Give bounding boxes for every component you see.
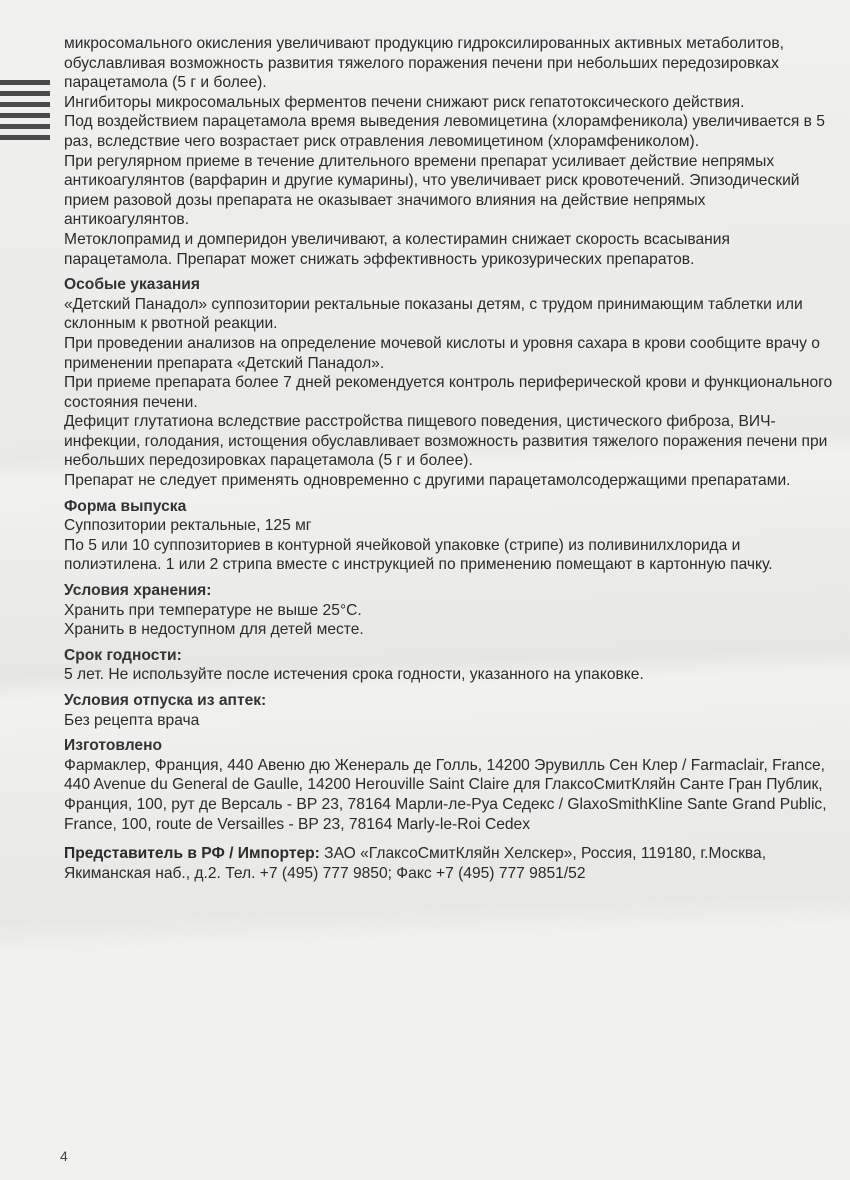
special-instructions-item: При приеме препарата более 7 дней рекомендуется контроль периферической крови и функционального состояния печени. bbox=[64, 374, 833, 411]
storage-heading: Условия хранения: bbox=[64, 582, 212, 600]
special-instructions-item: Дефицит глутатиона вследствие расстройства пищевого поведения, цистического фиброза, ВИЧ-инфекции, голодания, истощения обуславливает возможность развития тяжелого поражения печени при небольших передозировках парацетамола (5 г и более). bbox=[64, 413, 828, 470]
storage-item: Хранить при температуре не выше 25°C. bbox=[64, 601, 362, 619]
dispensing-item: Без рецепта врача bbox=[64, 711, 200, 729]
interaction-paragraph-5: Метоклопрамид и домперидон увеличивают, а колестирамин снижает скорость всасывания парацетамола. Препарат может снижать эффективность урикозурических препаратов. bbox=[64, 230, 730, 268]
representative-text: ЗАО «ГлаксоСмитКляйн Хелскер», Россия, 119180, г.Москва, Якиманская наб., д.2. Тел. +7 (495) 777 9850; Факс +7 (495) 777 9851/52 bbox=[64, 845, 767, 882]
interaction-paragraph-1: микросомального окисления увеличивают продукцию гидроксилированных активных метаболитов, обуславливая возможность развития тяжелого поражения печени при небольших передозировках парацетамола (5 г и более). bbox=[64, 35, 784, 92]
manufacturer-heading: Изготовлено bbox=[64, 737, 163, 755]
shelf-life-heading: Срок годности: bbox=[64, 646, 182, 664]
special-instructions-item: «Детский Панадол» суппозитории ректальные показаны детям, с трудом принимающим таблетки или склонным к рвотной реакции. bbox=[64, 295, 803, 333]
dispensing-heading: Условия отпуска из аптек: bbox=[64, 692, 267, 709]
special-instructions-item: При проведении анализов на определение мочевой кислоты и уровня сахара в крови сообщите врачу о применении препарата «Детский Панадол». bbox=[64, 334, 820, 372]
representative-label: Представитель в РФ / Импортер: bbox=[64, 845, 320, 863]
storage-item: Хранить в недоступном для детей месте. bbox=[64, 621, 364, 639]
representative-block bbox=[64, 844, 834, 883]
interaction-paragraph-3: Под воздействием парацетамола время выведения левомицетина (хлорамфеникола) увеличивается в 5 раз, вследствие чего возрастает риск отравления левомицетином (хлорамфениколом). bbox=[64, 113, 825, 150]
leaflet-content bbox=[64, 34, 834, 883]
special-instructions-heading: Особые указания bbox=[64, 276, 200, 294]
page-number: 4 bbox=[60, 1148, 68, 1164]
release-form-heading: Форма выпуска bbox=[64, 497, 187, 515]
interaction-paragraph-2: Ингибиторы микросомальных ферментов печени снижают риск гепатотоксического действия. bbox=[64, 93, 745, 111]
interaction-paragraph-4: При регулярном приеме в течение длительного времени препарат усиливает действие непрямых антикоагулянтов (варфарин и другие кумарины), что увеличивает риск кровотечений. Эпизодический прием разовой дозы препарата не оказывает значимого влияния на действие непрямых антикоагулянтов. bbox=[64, 152, 800, 229]
print-registration-marks bbox=[0, 80, 50, 146]
special-instructions-item: Препарат не следует применять одновременно с другими парацетамолсодержащими препаратами. bbox=[64, 472, 791, 490]
release-form-item: Суппозитории ректальные, 125 мг bbox=[64, 517, 312, 535]
shelf-life-item: 5 лет. Не используйте после истечения срока годности, указанного на упаковке. bbox=[64, 666, 644, 684]
manufacturer-text: Фармаклер, Франция, 440 Авеню дю Женераль де Голль, 14200 Эрувилль Сен Клер / Farmaclair, France, 440 Avenue du General de Gaulle, 14200 Herouville Saint Claire для ГлаксоСмитКляйн Санте Гран Публик, Франция, 100, рут де Версаль - ВР 23, 78164 Марли-ле-Руа Седекс / GlaxoSmithKline Sante Grand Public, France, 100, route de Versailles - BP 23, 78164 Marly-le-Roi Cedex bbox=[64, 756, 827, 833]
release-form-item: По 5 или 10 суппозиториев в контурной ячейковой упаковке (стрипе) из поливинилхлорида и полиэтилена. 1 или 2 стрипа вместе с инструкцией по применению помещают в картонную пачку. bbox=[64, 536, 773, 574]
